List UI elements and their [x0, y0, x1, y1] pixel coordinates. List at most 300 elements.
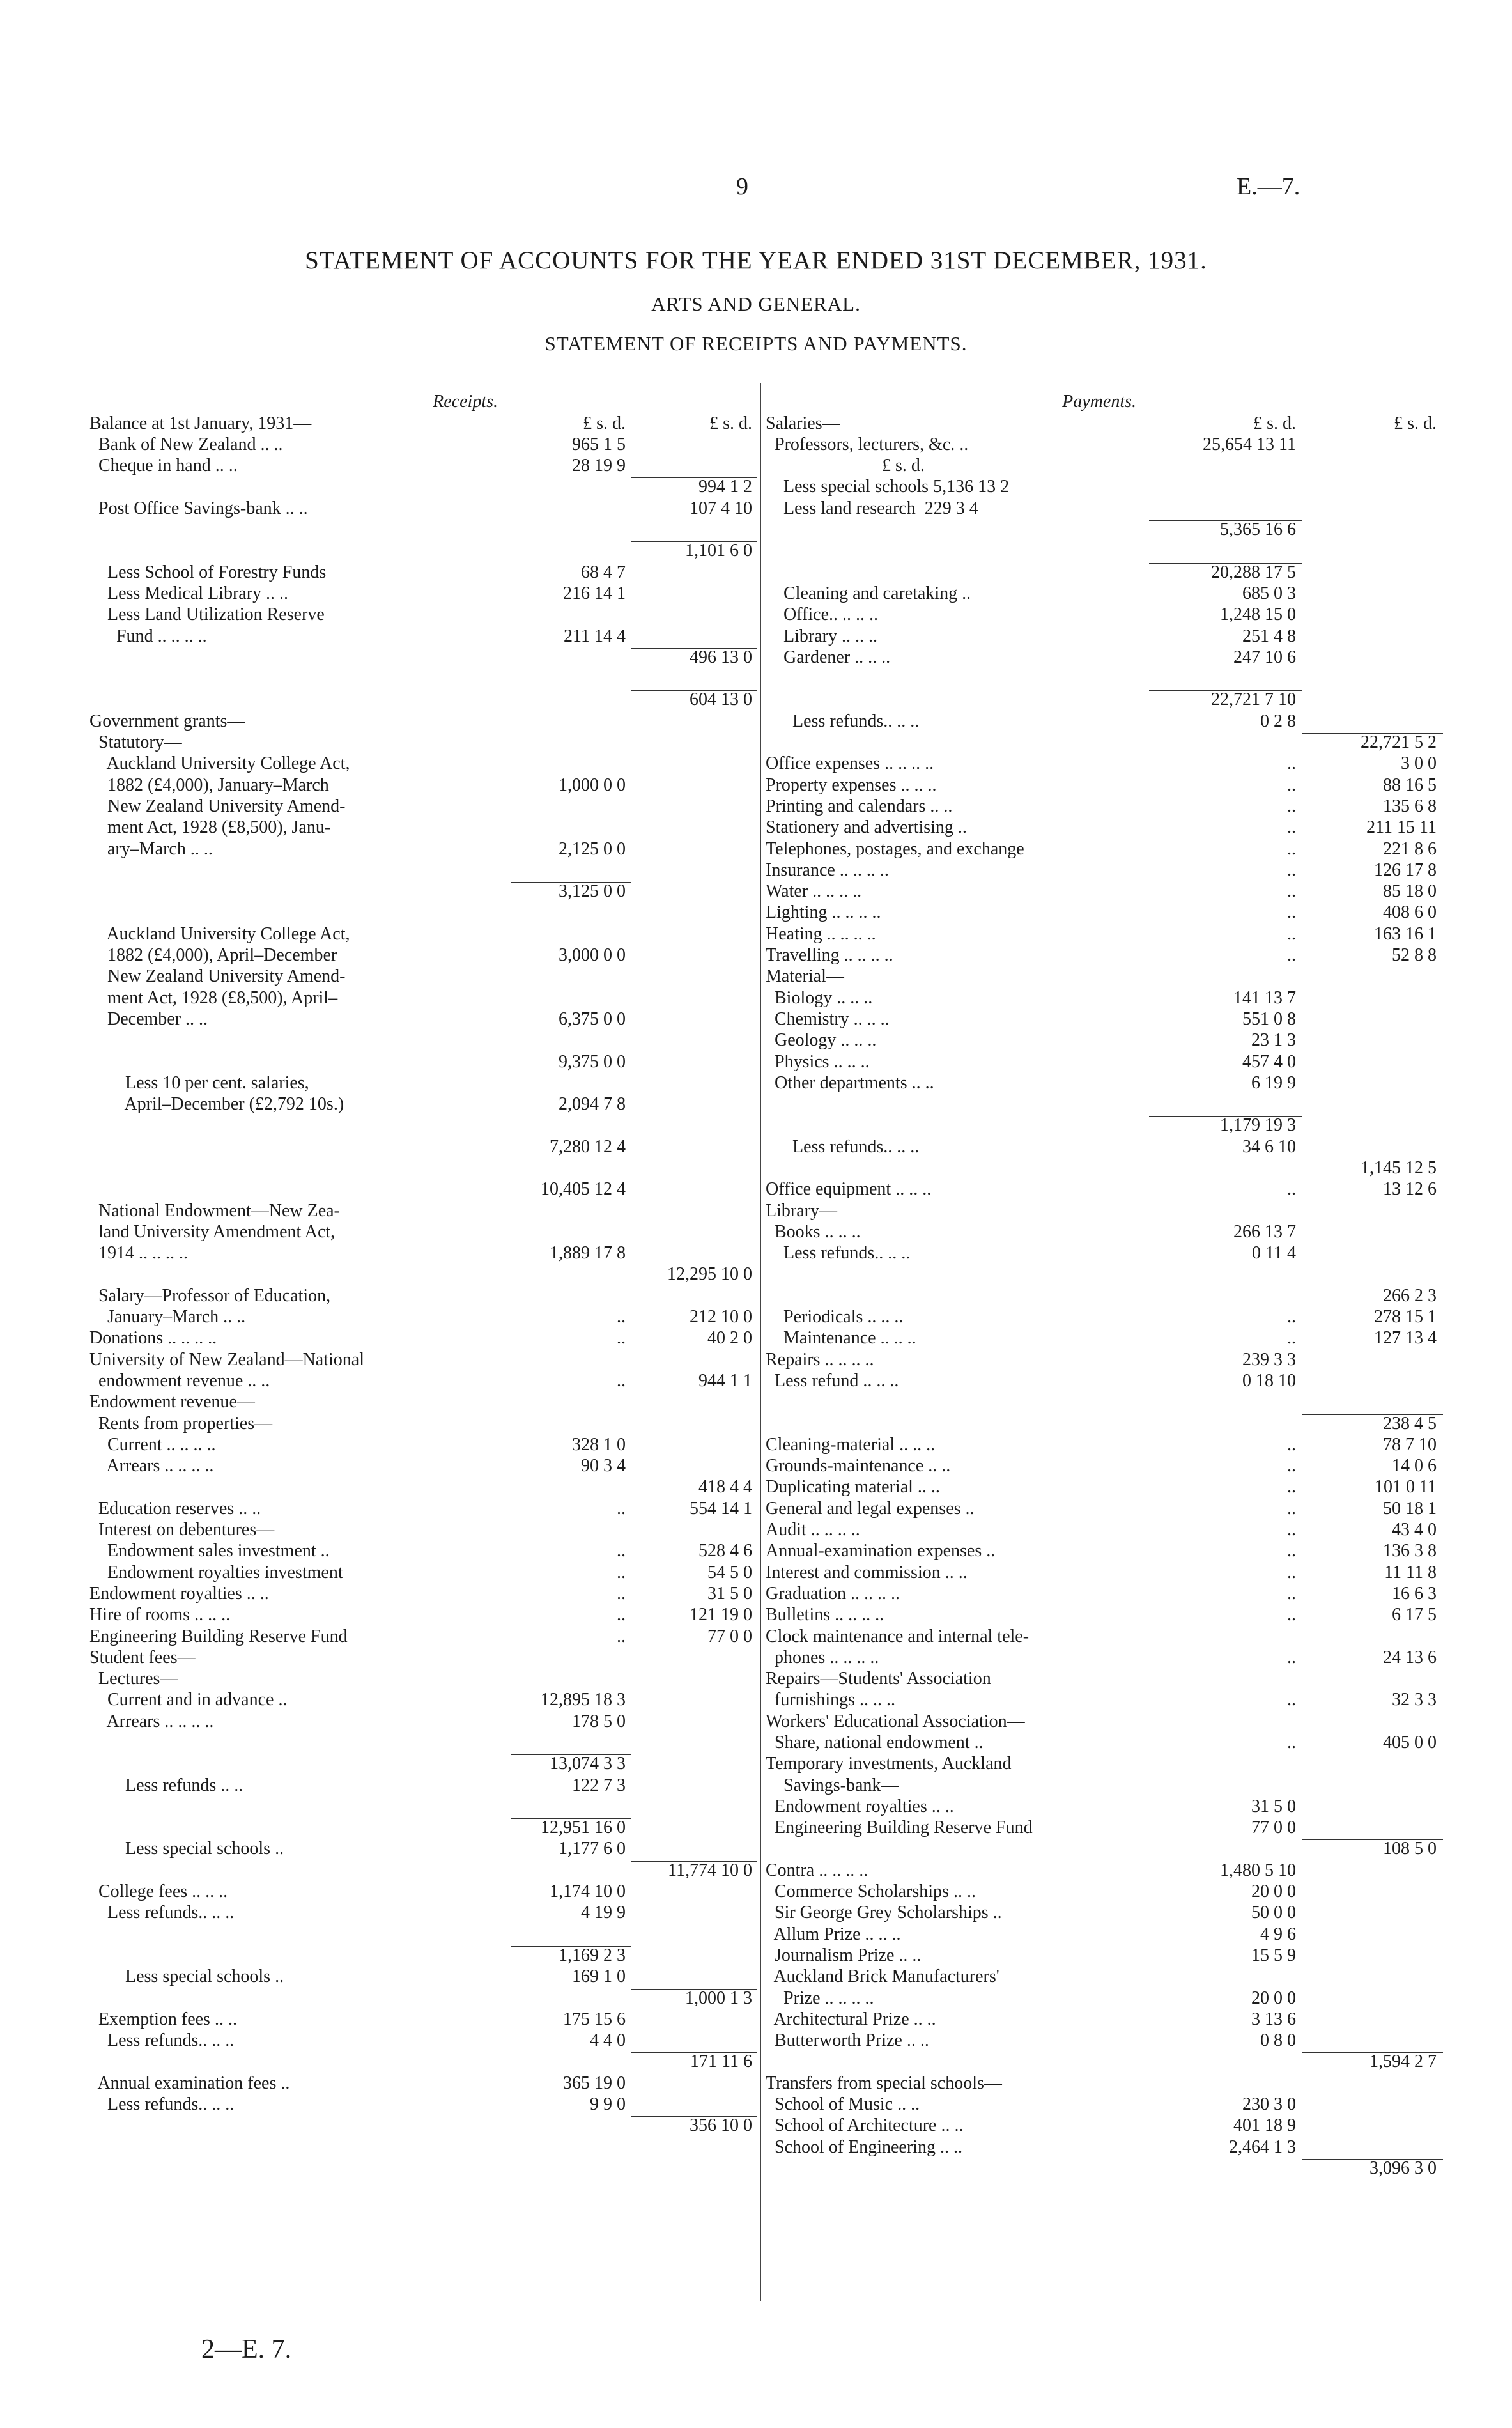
receipts-row — [89, 1496, 757, 1517]
payments-row-label: Repairs .. .. .. .. — [766, 1349, 874, 1370]
payments-row-label: Gardener .. .. .. — [766, 647, 891, 667]
payments-row-label: Journalism Prize .. .. — [766, 1945, 922, 1965]
receipts-row — [89, 1326, 757, 1347]
payments-row — [766, 646, 1443, 667]
payments-amount-outer: 52 8 8 — [1392, 945, 1437, 966]
payments-row — [766, 1071, 1443, 1092]
receipts-row-label: Less refunds.. .. .. — [89, 2094, 235, 2115]
receipts-row — [89, 1518, 757, 1539]
payments-row — [766, 1709, 1443, 1730]
payments-amount-inner: 401 18 9 — [1233, 2115, 1296, 2136]
receipts-row — [89, 1986, 757, 2007]
receipts-row-label: April–December (£2,792 10s.) — [89, 1094, 344, 1115]
receipts-row — [89, 1773, 757, 1794]
payments-amount-inner: 1,248 15 0 — [1220, 605, 1296, 625]
payments-row-label: Library— — [766, 1200, 837, 1221]
payments-row — [766, 624, 1443, 645]
payments-heading-row — [766, 390, 1443, 411]
receipts-amount-outer: 31 5 0 — [707, 1583, 752, 1604]
payments-row — [766, 1411, 1443, 1432]
receipts-amount-inner: 9 9 0 — [590, 2094, 626, 2115]
payments-rows — [766, 411, 1443, 2177]
payments-row-label: Cleaning-material .. .. .. — [766, 1434, 936, 1455]
payments-amount-outer: 3,096 3 0 — [1302, 2159, 1443, 2177]
receipts-row — [89, 1560, 757, 1581]
payments-heading: Payments. — [1062, 392, 1136, 412]
receipts-amount-outer: £ s. d. — [709, 413, 752, 433]
payments-row — [766, 1049, 1443, 1071]
receipts-amount-inner: 122 7 3 — [572, 1775, 626, 1795]
receipts-amount-outer: 1,101 6 0 — [631, 541, 757, 560]
receipts-row — [89, 1305, 757, 1326]
payments-row-label: Less land research 229 3 4 — [766, 498, 978, 518]
receipts-row — [89, 1283, 757, 1304]
payments-amount-outer: 85 18 0 — [1383, 881, 1437, 902]
payments-row — [766, 1198, 1443, 1219]
payments-amount-outer: 278 15 1 — [1374, 1307, 1437, 1327]
payments-amount-inner: .. — [1287, 1541, 1296, 1561]
receipts-amount-outer: 121 19 0 — [690, 1605, 752, 1625]
payments-amount-outer: 126 17 8 — [1374, 860, 1437, 880]
receipts-row-label: Salary—Professor of Education, — [89, 1285, 331, 1306]
receipts-amount-inner: £ s. d. — [583, 413, 626, 433]
payments-amount-inner: 239 3 3 — [1242, 1349, 1296, 1370]
payments-amount-outer: 266 2 3 — [1302, 1287, 1443, 1305]
receipts-amount-inner: 4 4 0 — [590, 2030, 626, 2051]
receipts-row-label: Balance at 1st January, 1931— — [89, 413, 312, 433]
payments-row-label: Prize .. .. .. .. — [766, 1988, 874, 2008]
receipts-row-label: Hire of rooms .. .. .. — [89, 1605, 231, 1625]
receipts-row-label: Less special schools .. — [89, 1967, 284, 1987]
payments-row-label: Sir George Grey Scholarships .. — [766, 1903, 1002, 1923]
payments-amount-outer: 78 7 10 — [1383, 1434, 1437, 1455]
receipts-row — [89, 858, 757, 879]
payments-row — [766, 518, 1443, 539]
payments-row — [766, 1603, 1443, 1624]
receipts-row-label: ment Act, 1928 (£8,500), April– — [89, 987, 338, 1008]
receipts-row — [89, 1007, 757, 1028]
receipts-row — [89, 879, 757, 901]
receipts-amount-inner: 12,895 18 3 — [541, 1690, 626, 1710]
payments-amount-inner: 266 13 7 — [1233, 1221, 1296, 1242]
receipts-row-label: Statutory— — [89, 732, 182, 753]
payments-row — [766, 816, 1443, 837]
payments-row-label: furnishings .. .. .. — [766, 1690, 895, 1710]
payments-row — [766, 1816, 1443, 1837]
receipts-amount-inner: 3,125 0 0 — [511, 882, 631, 901]
payments-row — [766, 709, 1443, 730]
receipts-row-label: Fund .. .. .. .. — [89, 626, 207, 646]
payments-amount-inner: 6 19 9 — [1251, 1072, 1296, 1093]
payments-amount-inner: .. — [1287, 881, 1296, 902]
receipts-amount-outer: 994 1 2 — [631, 477, 757, 496]
payments-amount-inner: 22,721 7 10 — [1149, 690, 1302, 709]
payments-amount-inner: .. — [1287, 1690, 1296, 1710]
payments-amount-inner: 77 0 0 — [1251, 1818, 1296, 1838]
payments-amount-outer: 221 8 6 — [1383, 839, 1437, 859]
payments-amount-inner: .. — [1287, 839, 1296, 859]
receipts-row-label: Student fees— — [89, 1647, 196, 1667]
receipts-amount-inner: 68 4 7 — [581, 562, 626, 582]
payments-amount-inner: 20,288 17 5 — [1149, 563, 1302, 582]
payments-row — [766, 1624, 1443, 1645]
payments-amount-outer: 136 3 8 — [1383, 1541, 1437, 1561]
receipts-row-label: Endowment royalties .. .. — [89, 1583, 269, 1604]
receipts-row-label: Auckland University College Act, — [89, 924, 350, 944]
payments-row-label: Clock maintenance and internal tele- — [766, 1626, 1030, 1646]
payments-row — [766, 433, 1443, 454]
receipts-row — [89, 1752, 757, 1773]
payments-row — [766, 1965, 1443, 1986]
receipts-row — [89, 1795, 757, 1816]
receipts-amount-inner: 328 1 0 — [572, 1434, 626, 1455]
receipts-row-label: Endowment revenue— — [89, 1392, 255, 1412]
receipts-amount-outer: 604 13 0 — [631, 690, 757, 709]
payments-row-label: Other departments .. .. — [766, 1072, 934, 1093]
receipts-row — [89, 2007, 757, 2029]
receipts-row-label: Current and in advance .. — [89, 1690, 288, 1710]
receipts-heading-row — [89, 390, 757, 411]
receipts-amount-inner: 3,000 0 0 — [559, 945, 626, 966]
payments-row-label: Water .. .. .. .. — [766, 881, 862, 902]
payments-row — [766, 1731, 1443, 1752]
receipts-row — [89, 496, 757, 517]
receipts-row — [89, 943, 757, 964]
receipts-row — [89, 922, 757, 943]
payments-row — [766, 1454, 1443, 1475]
payments-row — [766, 1582, 1443, 1603]
payments-row — [766, 1688, 1443, 1709]
payments-row — [766, 1241, 1443, 1262]
payments-row-label: School of Music .. .. — [766, 2094, 920, 2115]
receipts-row — [89, 1369, 757, 1390]
payments-amount-outer: 32 3 3 — [1392, 1690, 1437, 1710]
receipts-amount-outer: 418 4 4 — [631, 1478, 757, 1496]
receipts-row — [89, 964, 757, 986]
payments-amount-outer: 163 16 1 — [1374, 924, 1437, 944]
receipts-row-label: January–March .. .. — [89, 1307, 246, 1327]
receipts-row — [89, 433, 757, 454]
payments-amount-inner: 247 10 6 — [1233, 647, 1296, 667]
payments-row — [766, 964, 1443, 986]
receipts-row — [89, 603, 757, 624]
receipts-amount-inner: 10,405 12 4 — [511, 1180, 631, 1198]
payments-row-label: Graduation .. .. .. .. — [766, 1583, 900, 1604]
receipts-row — [89, 1624, 757, 1645]
payments-amount-outer: 1,145 12 5 — [1302, 1159, 1443, 1177]
receipts-rows — [89, 411, 757, 2135]
receipts-amount-outer: 212 10 0 — [690, 1307, 752, 1327]
payments-amount-outer: 6 17 5 — [1392, 1605, 1437, 1625]
receipts-row — [89, 1071, 757, 1092]
receipts-amount-inner: 12,951 16 0 — [511, 1818, 631, 1837]
payments-amount-outer: 16 6 3 — [1392, 1583, 1437, 1604]
payments-amount-inner: 5,365 16 6 — [1149, 520, 1302, 539]
payments-row-label: Workers' Educational Association— — [766, 1711, 1025, 1731]
payments-amount-inner: .. — [1287, 817, 1296, 838]
payments-row — [766, 454, 1443, 475]
payments-row-label: Temporary investments, Auckland — [766, 1754, 1012, 1774]
payments-row — [766, 1944, 1443, 1965]
payments-row-label: Endowment royalties .. .. — [766, 1796, 954, 1816]
receipts-row — [89, 1049, 757, 1071]
payments-amount-inner: 20 0 0 — [1251, 1882, 1296, 1902]
payments-row — [766, 1901, 1443, 1922]
receipts-row — [89, 1880, 757, 1901]
receipts-row — [89, 1539, 757, 1560]
payments-row — [766, 986, 1443, 1007]
payments-amount-inner: .. — [1287, 1328, 1296, 1349]
payments-amount-inner: .. — [1287, 902, 1296, 923]
page-number: 9 — [736, 173, 748, 200]
receipts-row — [89, 1454, 757, 1475]
receipts-row-label: Rents from properties— — [89, 1413, 273, 1434]
receipts-amount-outer: 1,000 1 3 — [631, 1989, 757, 2007]
payments-amount-inner: 0 18 10 — [1242, 1370, 1296, 1391]
payments-row — [766, 582, 1443, 603]
payments-row — [766, 2135, 1443, 2156]
receipts-row — [89, 1411, 757, 1432]
payments-row-label: Butterworth Prize .. .. — [766, 2030, 929, 2051]
receipts-row-label: Exemption fees .. .. — [89, 2009, 237, 2029]
payments-amount-outer: 22,721 5 2 — [1302, 733, 1443, 752]
payments-row — [766, 1496, 1443, 1517]
payments-row — [766, 2114, 1443, 2135]
receipts-row — [89, 1922, 757, 1943]
receipts-row — [89, 1816, 757, 1837]
receipts-row-label: University of New Zealand—National — [89, 1349, 364, 1370]
receipts-row — [89, 794, 757, 816]
receipts-row — [89, 2092, 757, 2114]
payments-row-label: Duplicating material .. .. — [766, 1477, 940, 1497]
receipts-row — [89, 1347, 757, 1368]
statement-heading: STATEMENT OF RECEIPTS AND PAYMENTS. — [544, 332, 968, 355]
receipts-amount-inner: 169 1 0 — [572, 1967, 626, 1987]
payments-amount-inner: 1,480 5 10 — [1220, 1860, 1296, 1880]
receipts-row — [89, 2071, 757, 2092]
receipts-amount-inner: 6,375 0 0 — [559, 1009, 626, 1029]
receipts-row-label: Bank of New Zealand .. .. — [89, 434, 283, 454]
receipts-amount-outer: 54 5 0 — [707, 1562, 752, 1582]
receipts-amount-outer: 107 4 10 — [690, 498, 752, 518]
payments-row — [766, 1433, 1443, 1454]
receipts-row — [89, 411, 757, 432]
payments-row — [766, 1007, 1443, 1028]
payments-row-label: Lighting .. .. .. .. — [766, 902, 881, 923]
payments-row-label: Architectural Prize .. .. — [766, 2009, 936, 2029]
payments-row-label: Less refunds.. .. .. — [766, 1243, 911, 1264]
receipts-row-label: ment Act, 1928 (£8,500), Janu- — [89, 817, 331, 838]
payments-row-label: Heating .. .. .. .. — [766, 924, 876, 944]
receipts-amount-outer: 528 4 6 — [698, 1541, 752, 1561]
receipts-row — [89, 1944, 757, 1965]
payments-row-label: Books .. .. .. — [766, 1221, 861, 1242]
payments-row-label: Less refunds.. .. .. — [766, 1136, 920, 1157]
payments-row — [766, 475, 1443, 496]
receipts-row — [89, 1028, 757, 1049]
receipts-row-label: Less Land Utilization Reserve — [89, 605, 325, 625]
payments-amount-inner: .. — [1287, 775, 1296, 795]
receipts-amount-outer: 77 0 0 — [707, 1626, 752, 1646]
receipts-row — [89, 1475, 757, 1496]
payments-amount-inner: .. — [1287, 1307, 1296, 1327]
payments-row-label: Stationery and advertising .. — [766, 817, 967, 838]
payments-row — [766, 2156, 1443, 2177]
payments-row — [766, 2029, 1443, 2050]
payments-amount-inner: .. — [1287, 1562, 1296, 1582]
receipts-amount-inner: 216 14 1 — [563, 583, 626, 603]
payments-row-label: Geology .. .. .. — [766, 1030, 877, 1051]
payments-row — [766, 731, 1443, 752]
payments-row-label: Engineering Building Reserve Fund — [766, 1818, 1033, 1838]
receipts-row — [89, 1390, 757, 1411]
payments-row-label: Transfers from special schools— — [766, 2073, 1002, 2093]
payments-amount-inner: 25,654 13 11 — [1203, 434, 1296, 454]
payments-row-label: School of Engineering .. .. — [766, 2137, 962, 2157]
payments-amount-inner: 31 5 0 — [1251, 1796, 1296, 1816]
receipts-amount-outer: 554 14 1 — [690, 1498, 752, 1519]
payments-amount-outer: 211 15 11 — [1366, 817, 1437, 838]
payments-amount-inner: .. — [1287, 1605, 1296, 1625]
receipts-row — [89, 773, 757, 794]
receipts-row — [89, 837, 757, 858]
receipts-amount-inner: 4 19 9 — [581, 1903, 626, 1923]
receipts-amount-inner: 2,125 0 0 — [559, 839, 626, 859]
payments-row — [766, 688, 1443, 709]
payments-amount-inner: 457 4 0 — [1242, 1051, 1296, 1072]
column-divider — [760, 383, 761, 2301]
receipts-row — [89, 731, 757, 752]
payments-amount-outer: £ s. d. — [1394, 413, 1437, 433]
receipts-row-label: 1914 .. .. .. .. — [89, 1243, 188, 1264]
receipts-amount-inner: 365 19 0 — [563, 2073, 626, 2093]
receipts-row-label: December .. .. — [89, 1009, 208, 1029]
receipts-row-label: New Zealand University Amend- — [89, 796, 346, 816]
payments-row — [766, 1177, 1443, 1198]
receipts-row-label: Lectures— — [89, 1669, 178, 1689]
payments-row-label: Share, national endowment .. — [766, 1733, 984, 1752]
payments-row — [766, 1667, 1443, 1688]
payments-row-label: Cleaning and caretaking .. — [766, 583, 971, 603]
payments-row — [766, 1560, 1443, 1581]
payments-row — [766, 1646, 1443, 1667]
receipts-row-label: National Endowment—New Zea- — [89, 1200, 340, 1221]
receipts-amount-outer: 40 2 0 — [707, 1328, 752, 1349]
page-footer: 2—E. 7. — [201, 2335, 292, 2364]
payments-row-label: Less refund .. .. .. — [766, 1370, 899, 1391]
receipts-row-label: 1882 (£4,000), January–March — [89, 775, 329, 795]
receipts-amount-inner: 965 1 5 — [572, 434, 626, 454]
receipts-row — [89, 901, 757, 922]
payments-row-label: Repairs—Students' Association — [766, 1669, 991, 1689]
payments-row — [766, 901, 1443, 922]
receipts-row — [89, 1965, 757, 1986]
receipts-row-label: Arrears .. .. .. .. — [89, 1711, 214, 1731]
payments-amount-outer: 135 6 8 — [1383, 796, 1437, 816]
payments-amount-outer: 408 6 0 — [1383, 902, 1437, 923]
payments-row — [766, 2007, 1443, 2029]
payments-row — [766, 2050, 1443, 2071]
receipts-row-label: Engineering Building Reserve Fund — [89, 1626, 348, 1646]
receipts-amount-inner: 211 14 4 — [564, 626, 626, 646]
payments-amount-inner: 0 11 4 — [1252, 1243, 1296, 1264]
payments-row — [766, 1773, 1443, 1794]
receipts-amount-inner: 1,177 6 0 — [559, 1839, 626, 1859]
payments-amount-outer: 405 0 0 — [1383, 1733, 1437, 1752]
section-subtitle: ARTS AND GENERAL. — [651, 293, 861, 315]
payments-row — [766, 752, 1443, 773]
payments-amount-inner: 230 3 0 — [1242, 2094, 1296, 2115]
receipts-row — [89, 816, 757, 837]
document-reference: E.—7. — [1237, 173, 1300, 200]
payments-amount-inner: 1,179 19 3 — [1149, 1116, 1302, 1134]
payments-amount-outer: 50 18 1 — [1383, 1498, 1437, 1519]
receipts-row — [89, 2029, 757, 2050]
payments-row — [766, 1113, 1443, 1134]
payments-row-label: Savings-bank— — [766, 1775, 899, 1795]
payments-row-label: Office expenses .. .. .. .. — [766, 754, 934, 774]
receipts-row — [89, 1113, 757, 1134]
payments-row-label: Telephones, postages, and exchange — [766, 839, 1024, 859]
payments-amount-inner: .. — [1287, 1647, 1296, 1667]
payments-row — [766, 922, 1443, 943]
receipts-row — [89, 1582, 757, 1603]
receipts-row — [89, 1134, 757, 1156]
receipts-row — [89, 1837, 757, 1858]
receipts-row-label: Education reserves .. .. — [89, 1498, 261, 1519]
receipts-row — [89, 1858, 757, 1879]
receipts-amount-inner: 178 5 0 — [572, 1711, 626, 1731]
receipts-amount-inner: 13,074 3 3 — [511, 1754, 631, 1773]
receipts-row — [89, 646, 757, 667]
receipts-amount-inner: .. — [617, 1307, 626, 1327]
payments-row-label: Bulletins .. .. .. .. — [766, 1605, 884, 1625]
receipts-amount-inner: .. — [617, 1498, 626, 1519]
payments-row — [766, 2092, 1443, 2114]
receipts-column — [89, 390, 757, 2301]
payments-row-label: Material— — [766, 966, 844, 987]
payments-row-label: Less special schools 5,136 13 2 — [766, 477, 1010, 497]
receipts-amount-inner: .. — [617, 1541, 626, 1561]
receipts-amount-inner: .. — [617, 1605, 626, 1625]
receipts-row — [89, 1241, 757, 1262]
receipts-row-label: Annual examination fees .. — [89, 2073, 290, 2093]
payments-amount-inner: 50 0 0 — [1251, 1903, 1296, 1923]
payments-row-label: Allum Prize .. .. .. — [766, 1924, 901, 1944]
receipts-amount-outer: 944 1 1 — [698, 1370, 752, 1391]
receipts-row-label: Less Medical Library .. .. — [89, 583, 289, 603]
receipts-amount-inner: 1,000 0 0 — [559, 775, 626, 795]
receipts-row — [89, 667, 757, 688]
payments-row-label: Insurance .. .. .. .. — [766, 860, 889, 880]
payments-row-label: School of Architecture .. .. — [766, 2115, 964, 2136]
receipts-row — [89, 1603, 757, 1624]
receipts-amount-inner: 7,280 12 4 — [511, 1138, 631, 1156]
payments-row-label: Biology .. .. .. — [766, 987, 873, 1008]
payments-amount-inner: .. — [1287, 1179, 1296, 1200]
payments-row — [766, 773, 1443, 794]
receipts-amount-inner: .. — [617, 1626, 626, 1646]
receipts-amount-inner: 28 19 9 — [572, 456, 626, 476]
payments-row — [766, 879, 1443, 901]
payments-row-label: Office equipment .. .. .. — [766, 1179, 932, 1200]
receipts-row-label: Less special schools .. — [89, 1839, 284, 1859]
payments-row — [766, 1986, 1443, 2007]
payments-row-label: Commerce Scholarships .. .. — [766, 1882, 976, 1902]
receipts-heading: Receipts. — [433, 392, 498, 412]
payments-amount-inner: .. — [1287, 860, 1296, 880]
receipts-row-label: Less 10 per cent. salaries, — [89, 1072, 309, 1093]
